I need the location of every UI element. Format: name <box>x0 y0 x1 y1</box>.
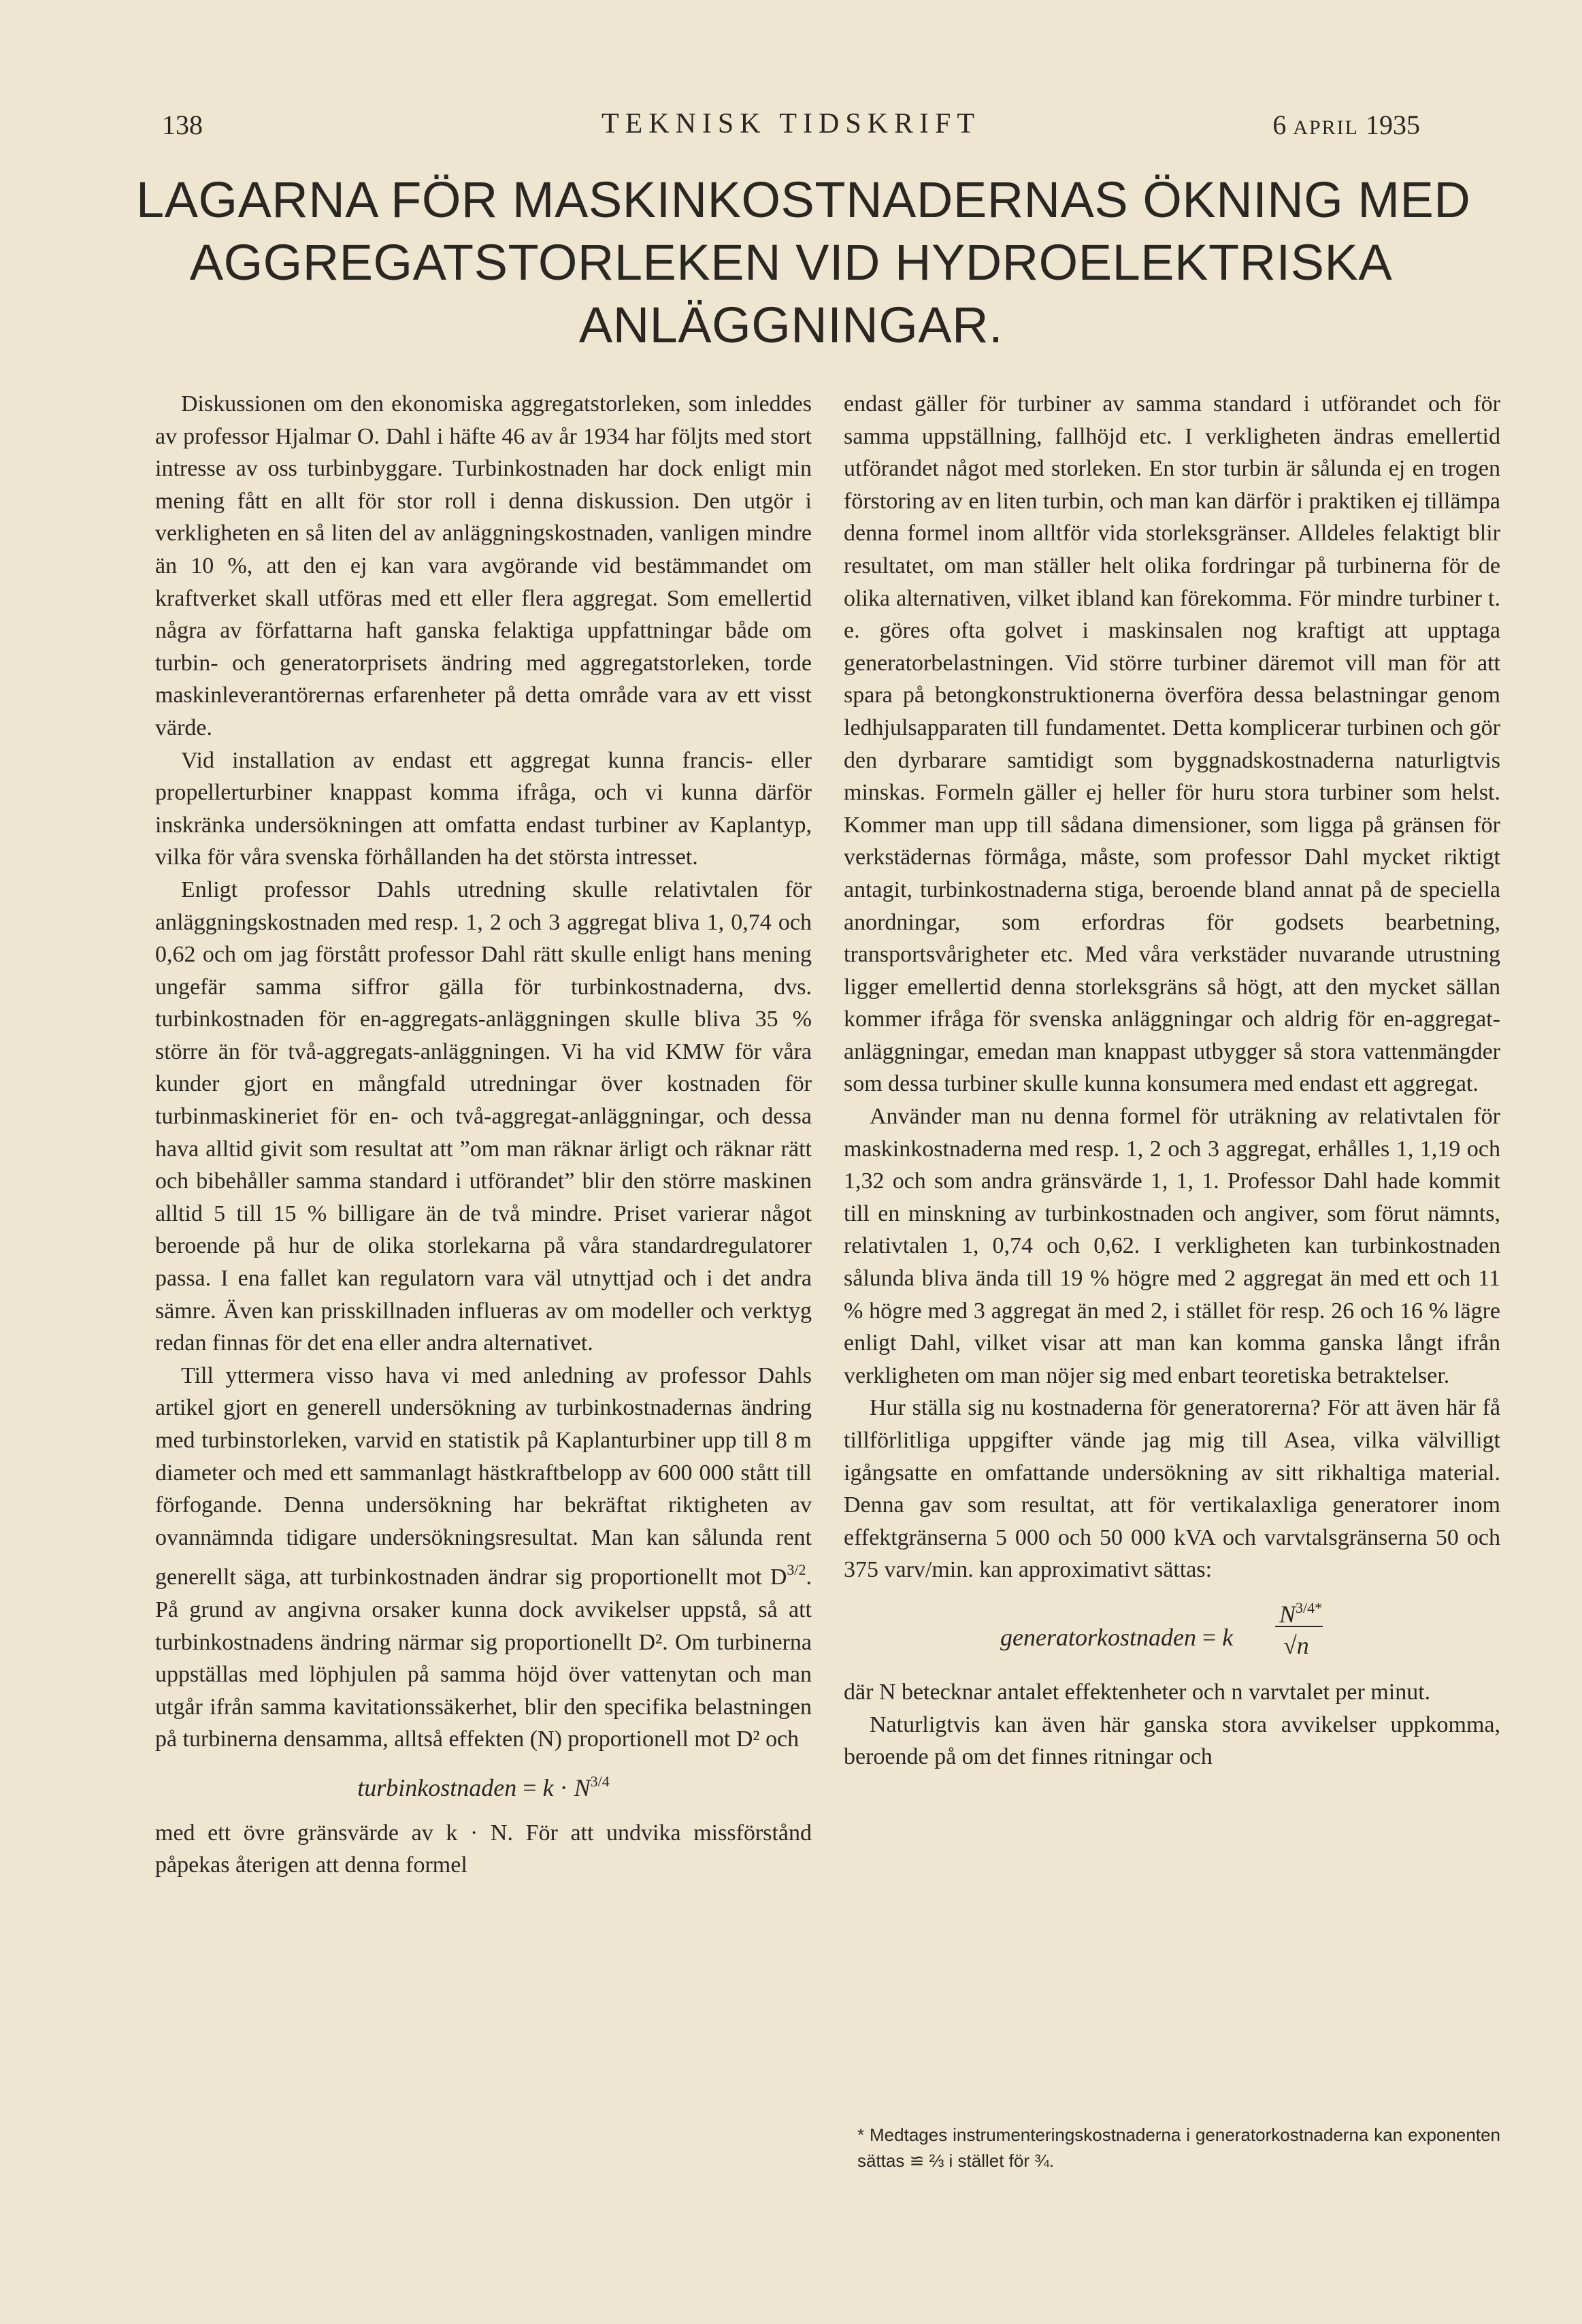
paragraph: Till yttermera visso hava vi med anledning av professor Dahls artikel gjort en generell undersökning av turbinkostnadernas ändring med turbinstorleken, varvid en statistik på Kaplanturbiner upp till 8 m diameter och med ett sammanlagt hästkraftbelopp av 600 000 stått till förfogande. Denna undersökning har bekräftat riktigheten av ovannämnda tidigare undersökningsresultat. Man kan sålunda rent generellt säga, att turbinkostnaden ändrar sig proportionellt mot $D^{3/2}$. På grund av angivna orsaker kunna dock avvikelser uppstå, så att turbinkostnadens ändring närmar sig proportionellt D². Om turbinerna uppställas med löphjulen på samma höjd över vattenytan och man utgår ifrån samma kavitationssäkerhet, blir den specifika belastningen på turbinerna densamma, alltså effekten (N) proportionell mot D² och <box>155 1362 812 1752</box>
article-title <box>136 169 1471 357</box>
paragraph: med ett övre gränsvärde av k · N. För att undvika missförstånd påpekas återigen att denna formel <box>155 1820 812 1878</box>
left-column <box>155 388 812 1882</box>
paragraph: Enligt professor Dahls utredning skulle relativtalen för anläggningskostnaden med resp. 1, 2 och 3 aggregat bliva 1, 0,74 och 0,62 och om jag förstått professor Dahl rätt skulle enligt hans mening ungefär samma siffror gälla för turbinkostnaderna, dvs. turbinkostnaden för en-aggregats-anläggningen skulle bliva 35 % större än för två-aggregats-anläggningen. Vi ha vid KMW för våra kunder gjort en mångfald utredningar över kostnaden för turbinmaskineriet för en- och två-aggregat-anläggningar, och dessa hava alltid givit som resultat att ”om man räknar ärligt och räknar rätt och bibehåller samma standard i utförandet” blir den större maskinen alltid 5 till 15 % billigare än de två mindre. Priset varierar något beroende på hur de olika storlekarna på våra standardregulatorer passa. I ena fallet kan regulatorn vara väl utnyttjad och i det andra sämre. Även kan prisskillnaden influeras av om modeller och verktyg redan finnas för det ena eller andra alternativet. <box>155 877 812 1356</box>
title-line-1: LAGARNA FÖR MASKINKOSTNADERNAS ÖKNING MED <box>136 171 1471 228</box>
issue-date: 6 APRIL 1935 <box>1272 110 1420 140</box>
generator-cost-formula: generatorkostnaden = k $N^{3/4*}$ √n <box>1000 1599 1323 1659</box>
right-column <box>844 388 1500 1773</box>
title-line-3: ANLÄGGNINGAR. <box>578 297 1004 353</box>
running-header <box>162 102 1420 150</box>
footnote: * Medtages instrumenteringskostnaderna i generatorkostnaderna kan exponenten sättas ≌ ⅔ i stället för ¾. <box>857 2125 1500 2171</box>
page-number: 138 <box>162 110 203 140</box>
title-line-2: AGGREGATSTORLEKEN VID HYDROELEKTRISKA <box>189 234 1393 291</box>
paragraph: Använder man nu denna formel för uträkning av relativtalen för maskinkostnaderna med resp. 1, 2 och 3 aggregat, erhålles 1, 1,19 och 1,32 och som andra gränsvärde 1, 1, 1. Professor Dahl hade kommit till en minskning av turbinkostnaden och angiver, som förut nämnts, relativtalen 1, 0,74 och 0,62. I verkligheten kan turbinkostnaden sålunda bliva ända till 19 % högre med 2 aggregat än med ett och 11 % högre med 3 aggregat än med 2, i stället för resp. 26 och 16 % lägre enligt Dahl, vilket visar att man kan komma ganska långt ifrån verkligheten om man nöjer sig med enbart teoretiska betraktelser. <box>844 1104 1500 1388</box>
turbine-cost-formula: turbinkostnaden = $k \cdot N^{3/4}$ <box>357 1772 610 1801</box>
paragraph: endast gäller för turbiner av samma standard i utförandet och för samma uppställning, fallhöjd etc. I verkligheten ändras emellertid utförandet något med storleken. En stor turbin är sålunda ej en trogen förstoring av en liten turbin, och man kan därför i praktiken ej tillämpa denna formel inom alltför vida storleksgränser. Alldeles felaktigt blir resultatet, om man ställer helt olika fordringar på turbinerna för de olika alternativen, vilket ibland kan förekomma. För mindre turbiner t. e. göres ofta golvet i maskinsalen nog kraftigt att upptaga generatorbelastningen. Vid större turbiner däremot vill man för att spara på betongkonstruktionerna överföra dessa belastningar genom ledhjulsapparaten till fundamentet. Detta komplicerar turbinen och gör den dyrbarare samtidigt som byggnadskostnaderna naturligtvis minskas. Formeln gäller ej heller för huru stora turbiner som helst. Kommer man upp till sådana dimensioner, som ligga på gränsen för verkstädernas förmåga, måste, som professor Dahl mycket riktigt antagit, turbinkostnaderna stiga, beroende bland annat på de speciella anordningar, som erfordras för godsets bearbetning, transportsvårigheter etc. Med våra verkstäder nuvarande utrustning ligger emellertid denna storleksgräns så högt, att den mycket sällan kommer ifråga för svenska anläggningar och aldrig för en-aggregat-anläggningar, emedan man knappast utbygger så stora vattenmängder som dessa turbiner skulle kunna konsumera med endast ett aggregat. <box>844 391 1500 1097</box>
paragraph: Diskussionen om den ekonomiska aggregatstorleken, som inleddes av professor Hjalmar O. Dahl i häfte 46 av år 1934 har följts med stort intresse av oss turbinbyggare. Turbinkostnaden har dock enligt min mening fått en allt för stor roll i denna diskussion. Den utgör i verkligheten en så liten del av anläggningskostnaden, vanligen mindre än 10 %, att den ej kan vara avgörande vid bestämmandet om kraftverket skall utföras med ett eller flera aggregat. Som emellertid några av författarna haft ganska felaktiga uppfattningar både om turbin- och generatorprisets ändring med aggregatstorleken, torde maskinleverantörernas erfarenheter på detta område vara av ett visst värde. <box>155 391 812 740</box>
journal-name: TEKNISK TIDSKRIFT <box>601 108 981 140</box>
paragraph: Hur ställa sig nu kostnaderna för generatorerna? För att även här få tillförlitliga uppgifter vände jag mig till Asea, vilka välvilligt igångsatte en omfattande undersökning av sitt rikhaltiga material. Denna gav som resultat, att för vertikalaxliga generatorer inom effektgränserna 5 000 och 50 000 kVA och varvtalsgränserna 50 och 375 varv/min. kan approximativt sättas: <box>844 1395 1500 1583</box>
paragraph: där N betecknar antalet effektenheter och n varvtalet per minut. <box>844 1679 1431 1705</box>
paragraph: Naturligtvis kan även här ganska stora avvikelser uppkomma, beroende på om det finnes ritningar och <box>844 1712 1500 1770</box>
paragraph: Vid installation av endast ett aggregat kunna francis- eller propellerturbiner knappast komma ifråga, och vi kunna därför inskränka undersökningen att omfatta endast turbiner av Kaplantyp, vilka för våra svenska förhållanden ha det största intresset. <box>155 747 812 870</box>
